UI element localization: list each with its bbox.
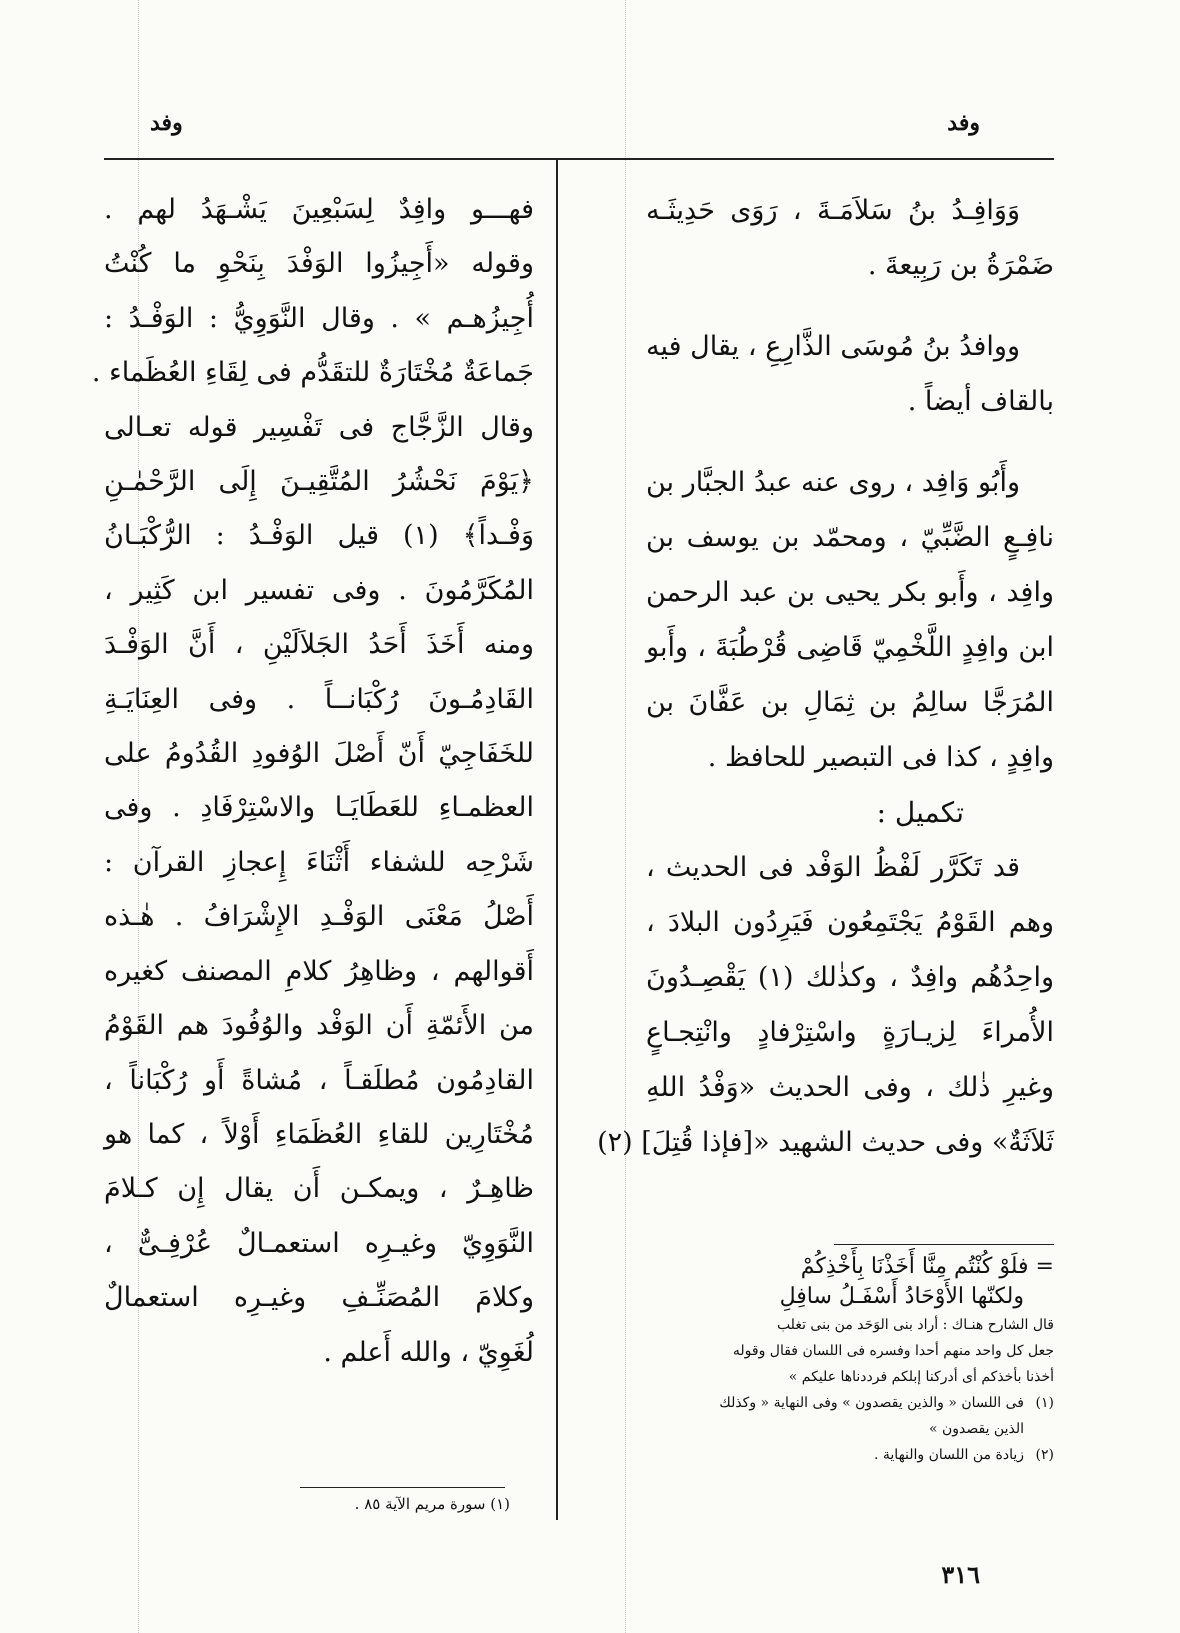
text-line: وقوله «أَجِيزُوا الوَفْدَ بِنَحْوِ ما كُنْتُ bbox=[104, 248, 534, 280]
text-line: وهم القَوْمُ يَجْتَمِعُون فَيَرِدُون البلادَ ، bbox=[646, 907, 1054, 938]
text-line: ثَلاَثَةٌ» وفى حديث الشهيد «[فإذا قُتِلَ] (٢) bbox=[597, 1127, 1054, 1158]
footnote-item bbox=[634, 1390, 1054, 1416]
text-line: فهـــو وافِدٌ لِسَبْعِينَ يَشْـهَدُ لهم . bbox=[104, 194, 534, 225]
text-line: أَقوالهم ، وظاهِرُ كلامِ المصنف كغيره bbox=[104, 955, 534, 987]
text-line: ومنه أَخَذَ أَحَدُ الجَلاَلَيْنِ ، أَنَّ الوَفْـدَ bbox=[104, 629, 534, 661]
footnote-line: جعل كل واحد منهم أحدا وفسره فى اللسان فقال وقوله bbox=[732, 1343, 1054, 1359]
text-line: وافِدٍ ، كذا فى التبصير للحافظ . bbox=[707, 742, 1054, 773]
header-rule bbox=[104, 158, 1054, 160]
text-line: وأَبُو وَافِد ، روى عنه عبدُ الجبَّار بن bbox=[646, 467, 1020, 498]
text-line: لُغَوِيّ ، والله أَعلم . bbox=[323, 1336, 534, 1368]
text-line: وكلامَ المُصَنِّـفِ وغيـرِه استعمالٌ bbox=[104, 1282, 534, 1314]
text-line: ابن وافِدٍ اللَّخْمِيّ قَاضِى قُرْطُبَةَ ، وأَبو bbox=[646, 632, 1054, 663]
footnote-left: (١) سورة مريم الآية ٨٥ . bbox=[354, 1495, 510, 1513]
text-line: ووافدُ بنُ مُوسَى الذَّارِعِ ، يقال فيه bbox=[646, 331, 1020, 362]
text-line: واحِدُهُم وافِدٌ ، وكذٰلك (١) يَقْصِـدُونَ bbox=[646, 962, 1054, 993]
footnote-number: (١) bbox=[1035, 1395, 1054, 1411]
column-divider bbox=[556, 160, 558, 1520]
text-line: ﴿يَوْمَ نَحْشُرُ المُتَّقِيـنَ إِلَى الرَّحْمٰـنِ bbox=[104, 466, 534, 498]
text-line: المُكَرَّمُونَ . وفى تفسير ابن كَثِير ، bbox=[104, 574, 534, 606]
poem-line: ولكنّها الأَوْحَادُ أَسْفَـلُ سافِلِ bbox=[779, 1284, 1024, 1309]
text-line: من الأَئمّةِ أَن الوَفْد والوُفُودَ هم القَوْمُ bbox=[104, 1010, 534, 1042]
footnote-line: أخذنا بأخذكم أى أدركنا إبلكم فرددناها عليكم » bbox=[788, 1369, 1054, 1385]
text-line: للخَفَاجِيّ أَنّ أَصْلَ الوُفودِ القُدُومُ على bbox=[104, 738, 534, 770]
text-line: وقال الزَّجَّاج فى تَفْسِير قوله تعـالى bbox=[104, 411, 534, 443]
text-line: وَوَافِـدُ بنُ سَلاَمَـةَ ، رَوَى حَدِيثَـه bbox=[646, 195, 1020, 226]
footnote-rule bbox=[834, 1244, 1054, 1245]
footnotes-right bbox=[634, 1252, 1054, 1468]
section-heading: تكميل : bbox=[876, 796, 964, 829]
footnote-number: (٢) bbox=[1035, 1447, 1054, 1463]
page-number: ٣١٦ bbox=[941, 1560, 980, 1589]
text-line: جَماعَةٌ مُخْتَارَةٌ للتقَدُّم فى لِقَاءِ العُظَماء . bbox=[91, 357, 534, 389]
text-line: نافِـعٍ الضَّبِّيّ ، ومحمّد بن يوسف بن bbox=[646, 522, 1054, 553]
footnote-rule bbox=[300, 1487, 505, 1488]
text-line: القَادِمُـونَ رُكْبَانــاً . وفى العِنَايَـةِ bbox=[104, 683, 534, 715]
footnote-poem bbox=[634, 1252, 1054, 1312]
header-keyword-left: وفد bbox=[150, 110, 183, 136]
text-line: قد تَكَرَّر لَفْظُ الوَفْد فى الحديث ، bbox=[646, 852, 1020, 883]
text-line: الأُمراءَ لِزيـارَةٍ واسْتِرْفادٍ وانْتِجـاعٍ bbox=[646, 1017, 1054, 1048]
footnote-line: قال الشارح هنـاك : أراد بنى الوَحَد من بنى تغلب bbox=[776, 1317, 1054, 1333]
text-line: المُرَجَّا سالِمُ بن ثِمَالِ بن عَفَّانَ بن bbox=[646, 687, 1054, 718]
text-line: وَفْـداً﴾ (١) قيل الوَفْـدُ : الرُّكْبَـانُ bbox=[104, 520, 534, 552]
text-line: العظمـاءِ للعَطَايَـا والاسْتِرْفَادِ . وفى bbox=[104, 792, 534, 824]
footnote-text: زيادة من اللسان والنهاية . bbox=[874, 1447, 1024, 1463]
scan-fold-line bbox=[625, 0, 626, 1633]
text-line: النَّوَوِيّ وغيـرِه استعمـالٌ عُرْفِـىٌّ ، bbox=[104, 1227, 534, 1259]
footnote-text: فى اللسان « والذين يقصدون » وفى النهاية « وكذلك bbox=[719, 1395, 1024, 1411]
footnote-item bbox=[634, 1416, 1054, 1442]
right-column bbox=[597, 183, 1054, 1170]
text-line: بالقاف أيضاً . bbox=[907, 386, 1054, 417]
text-line: مُخْتَارِين للقاءِ العُظَمَاءِ أَوْلاً ، كما هو bbox=[104, 1118, 534, 1150]
header-keyword-right: وفد bbox=[947, 110, 980, 136]
text-line: القادِمُون مُطلَقـاً ، مُشاةً أَو رُكْبَاناً ، bbox=[104, 1064, 534, 1096]
text-line: أَصْلُ مَعْنَى الوَفْـدِ الإِشْرَافُ . هٰـذه bbox=[104, 901, 534, 933]
text-line: وغيرِ ذٰلك ، وفى الحديث «وَفْدُ اللهِ bbox=[646, 1072, 1054, 1103]
footnote-item bbox=[634, 1442, 1054, 1468]
footnote-text: الذين يقصدون » bbox=[928, 1421, 1024, 1437]
left-column bbox=[91, 183, 534, 1380]
text-line: شَرْحِه للشفاء أَثْنَاءَ إِعجازِ القرآن : bbox=[104, 846, 534, 878]
poem-line: = فلَوْ كُنْتُم مِنَّا أَخَذْنَا بِأَخْذِكُمْ bbox=[800, 1254, 1054, 1279]
text-line: ضَمْرَةُ بن رَبِيعةَ . bbox=[867, 250, 1054, 281]
text-line: ظاهِـرٌ ، ويمكـن أَن يقال إِن كـلامَ bbox=[104, 1173, 534, 1205]
text-line: أُجِيزُهـم » . وقال النَّوَوِيُّ : الوَفْـدُ : bbox=[104, 302, 534, 334]
text-line: وافِد ، وأَبو بكر يحيى بن عبد الرحمن bbox=[646, 577, 1054, 608]
